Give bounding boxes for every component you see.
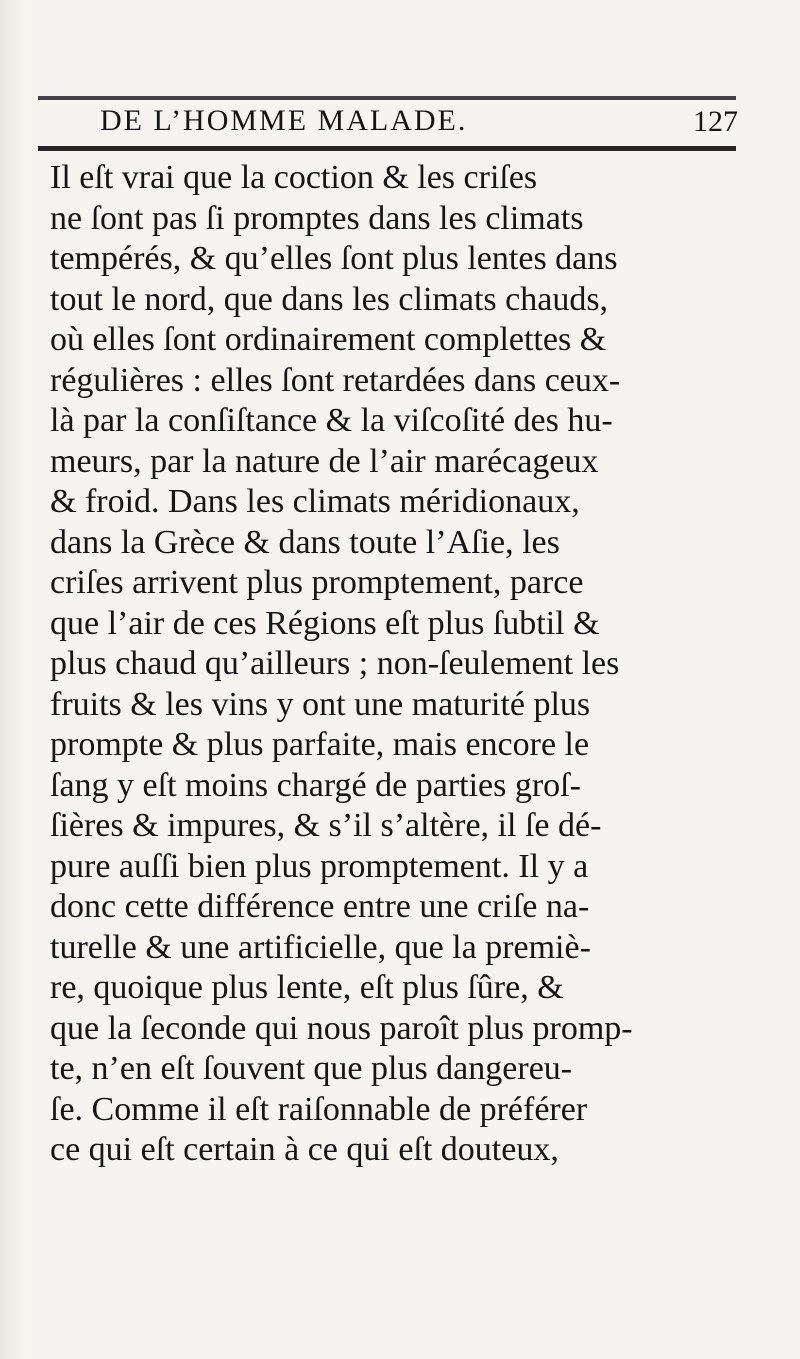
text-line-19: donc cette différence entre une criſe na-: [50, 888, 590, 925]
header-bottom-rule: [38, 146, 736, 151]
text-line-14: fruits & les vins y ont une maturité plus: [50, 685, 591, 723]
text-line-4: tout le nord, que dans les climats chauds,: [50, 280, 609, 318]
body-text: [50, 158, 740, 1171]
text-line-23: te, n’en eſt ſouvent que plus dangereu-: [50, 1050, 573, 1087]
text-line-24: ſe. Comme il eſt raiſonnable de préférer: [50, 1090, 588, 1128]
header-top-rule: [38, 96, 736, 100]
text-line-22: que la ſeconde qui nous paroît plus promp-: [50, 1009, 633, 1047]
page-gutter: [0, 0, 26, 1359]
page-number: 127: [693, 105, 738, 138]
text-line-25: ce qui eſt certain à ce qui eſt douteux,: [50, 1131, 559, 1168]
text-line-17: ſières & impures, & s’il s’altère, il ſe dé-: [50, 807, 602, 844]
text-line-15: prompte & plus parfaite, mais encore le: [50, 726, 590, 763]
text-line-9: & froid. Dans les climats méridionaux,: [50, 483, 580, 520]
text-line-3: tempérés, & qu’elles ſont plus lentes dans: [50, 240, 618, 277]
text-line-1: Il eſt vrai que la coction & les criſes: [50, 159, 538, 196]
text-line-7: là par la conſiſtance & la viſcoſité des hu-: [50, 402, 613, 439]
text-line-2: ne ſont pas ſi promptes dans les climats: [50, 199, 584, 237]
text-line-5: où elles ſont ordinairement complettes &: [50, 321, 607, 358]
text-line-11: criſes arrivent plus promptement, parce: [50, 564, 584, 601]
text-line-16: ſang y eſt moins chargé de parties groſ-: [50, 766, 581, 804]
page-header: [100, 104, 740, 144]
text-line-6: régulières : elles ſont retardées dans ceux-: [50, 361, 621, 399]
running-head: DE L’HOMME MALADE.: [100, 104, 468, 137]
text-line-13: plus chaud qu’ailleurs ; non-ſeulement les: [50, 645, 620, 682]
text-line-21: re, quoique plus lente, eſt plus ſûre, &: [50, 969, 564, 1006]
text-line-12: que l’air de ces Régions eſt plus ſubtil &: [50, 604, 600, 642]
text-line-10: dans la Grèce & dans toute l’Aſie, les: [50, 523, 560, 561]
text-line-18: pure auſſi bien plus promptement. Il y a: [50, 847, 589, 885]
text-line-8: meurs, par la nature de l’air marécageux: [50, 442, 599, 480]
text-line-20: turelle & une artificielle, que la premiè-: [50, 928, 591, 966]
